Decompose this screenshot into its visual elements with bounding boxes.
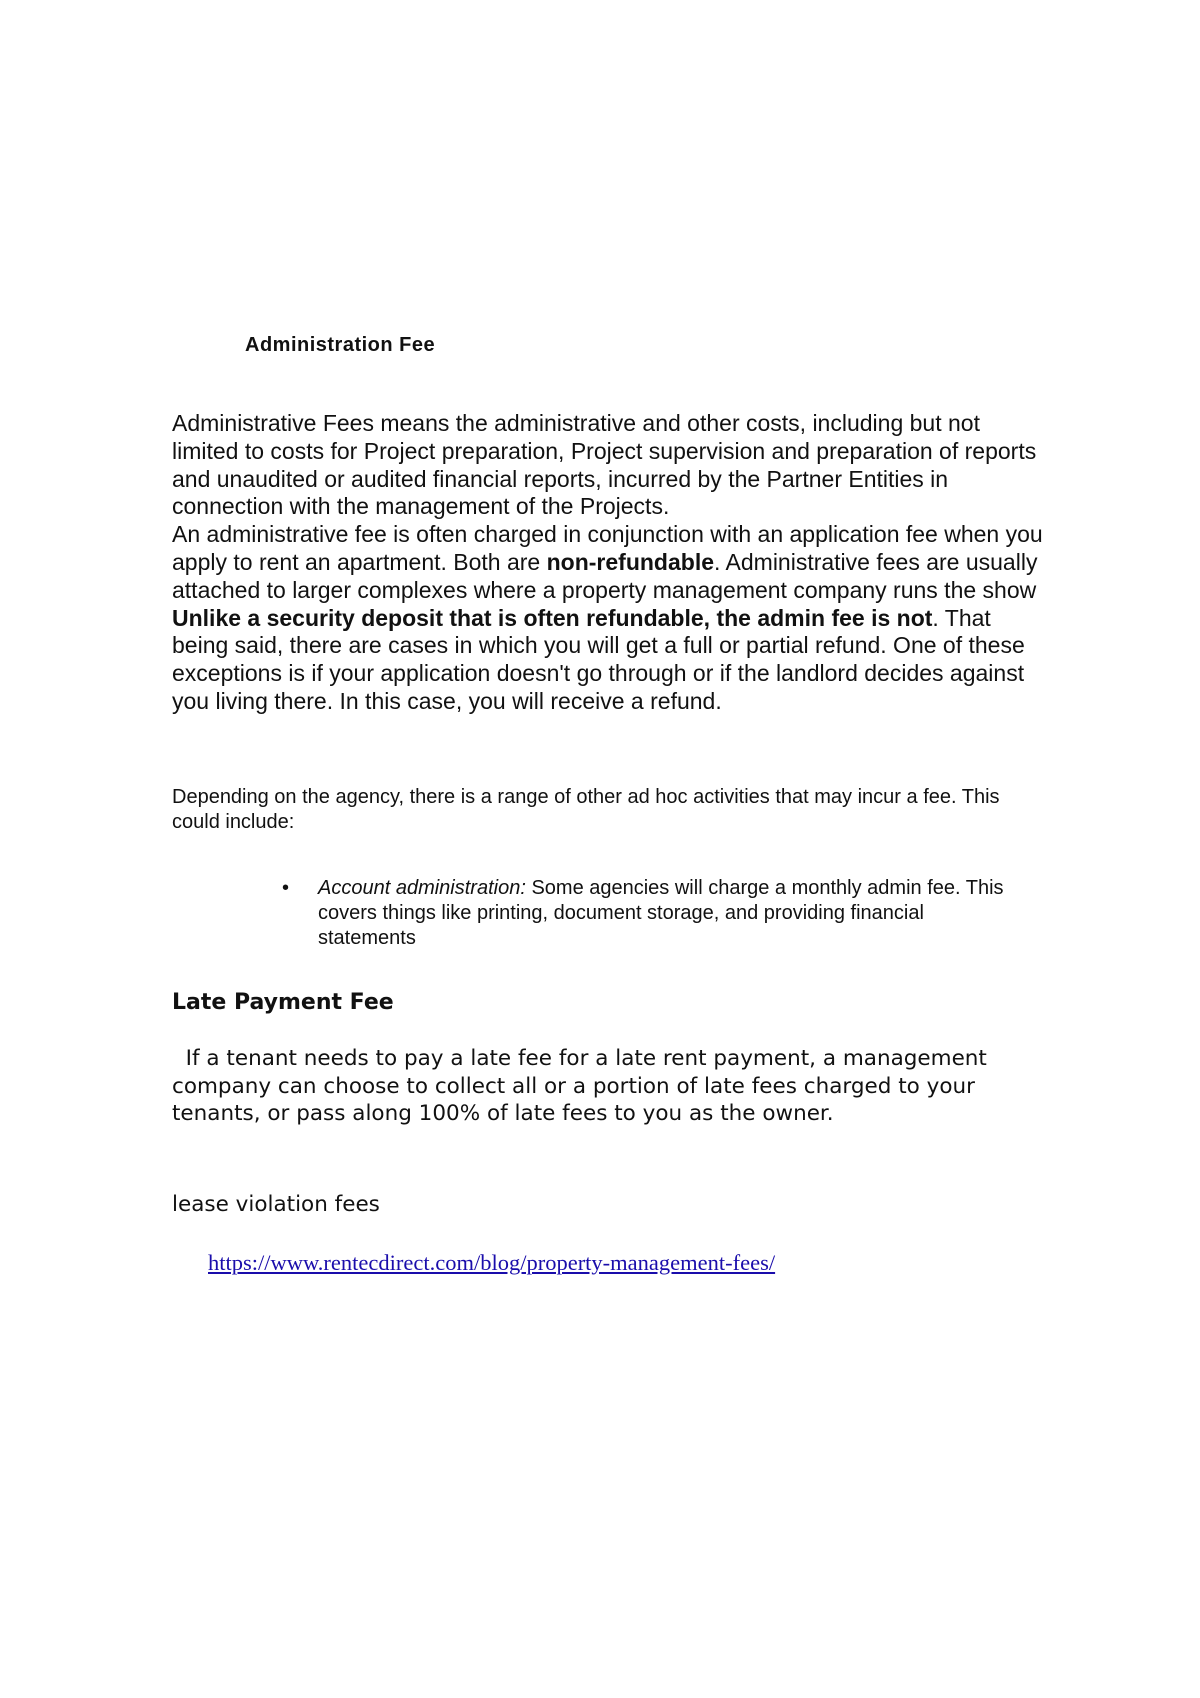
non-refundable-emphasis: non-refundable — [546, 548, 715, 575]
bullet-label: Account administration: — [318, 877, 526, 899]
bullet-text: Some agencies will charge a monthly admin fee. This covers things like printing, document storage, and providing financial statements — [318, 877, 1004, 949]
refund-paragraph — [172, 605, 1052, 716]
administrative-fees-section — [172, 410, 1052, 716]
ad-hoc-fees-list — [280, 876, 1020, 951]
application-fee-text: An administrative fee is often charged in conjunction with an application fee when you apply to rent an apartment. Both are — [172, 521, 1043, 575]
source-link-container — [208, 1250, 775, 1276]
agency-paragraph: Depending on the agency, there is a range of other ad hoc activities that may incur a fee. This could include: — [172, 786, 1000, 833]
administrative-fees-definition: Administrative Fees means the administrative and other costs, including but not limited to costs for Project preparation, Project supervision and preparation of reports and unaudited or audited financial reports, incurred by the Partner Entities in connection with the management of the Projects. — [172, 410, 1037, 520]
late-payment-paragraph: If a tenant needs to pay a late fee for a late rent payment, a management company can choose to collect all or a portion of late fees charged to your tenants, or pass along 100% of late fees to you as the owner. — [172, 1046, 994, 1126]
application-fee-paragraph — [172, 521, 1052, 604]
administration-fee-heading: Administration Fee — [245, 334, 436, 356]
lease-violation-fees-text: lease violation fees — [172, 1192, 380, 1217]
late-payment-fee-heading: Late Payment Fee — [172, 990, 394, 1015]
bullet-icon: • — [282, 877, 290, 899]
list-item — [280, 876, 1020, 951]
application-fee-text-end: . Administrative fees are usually attached to larger complexes where a property management company runs the show — [172, 548, 1038, 603]
late-payment-section — [172, 1045, 1052, 1128]
source-link[interactable]: https://www.rentecdirect.com/blog/property-management-fees/ — [208, 1250, 776, 1275]
security-deposit-emphasis: Unlike a security deposit that is often refundable, the admin fee is not — [172, 604, 933, 631]
agency-section — [172, 785, 1032, 835]
refund-text: . That being said, there are cases in which you will get a full or partial refund. One of these exceptions is if your application doesn't go through or if the landlord decides against you living there. In this case, you will receive a refund. — [172, 604, 1025, 714]
